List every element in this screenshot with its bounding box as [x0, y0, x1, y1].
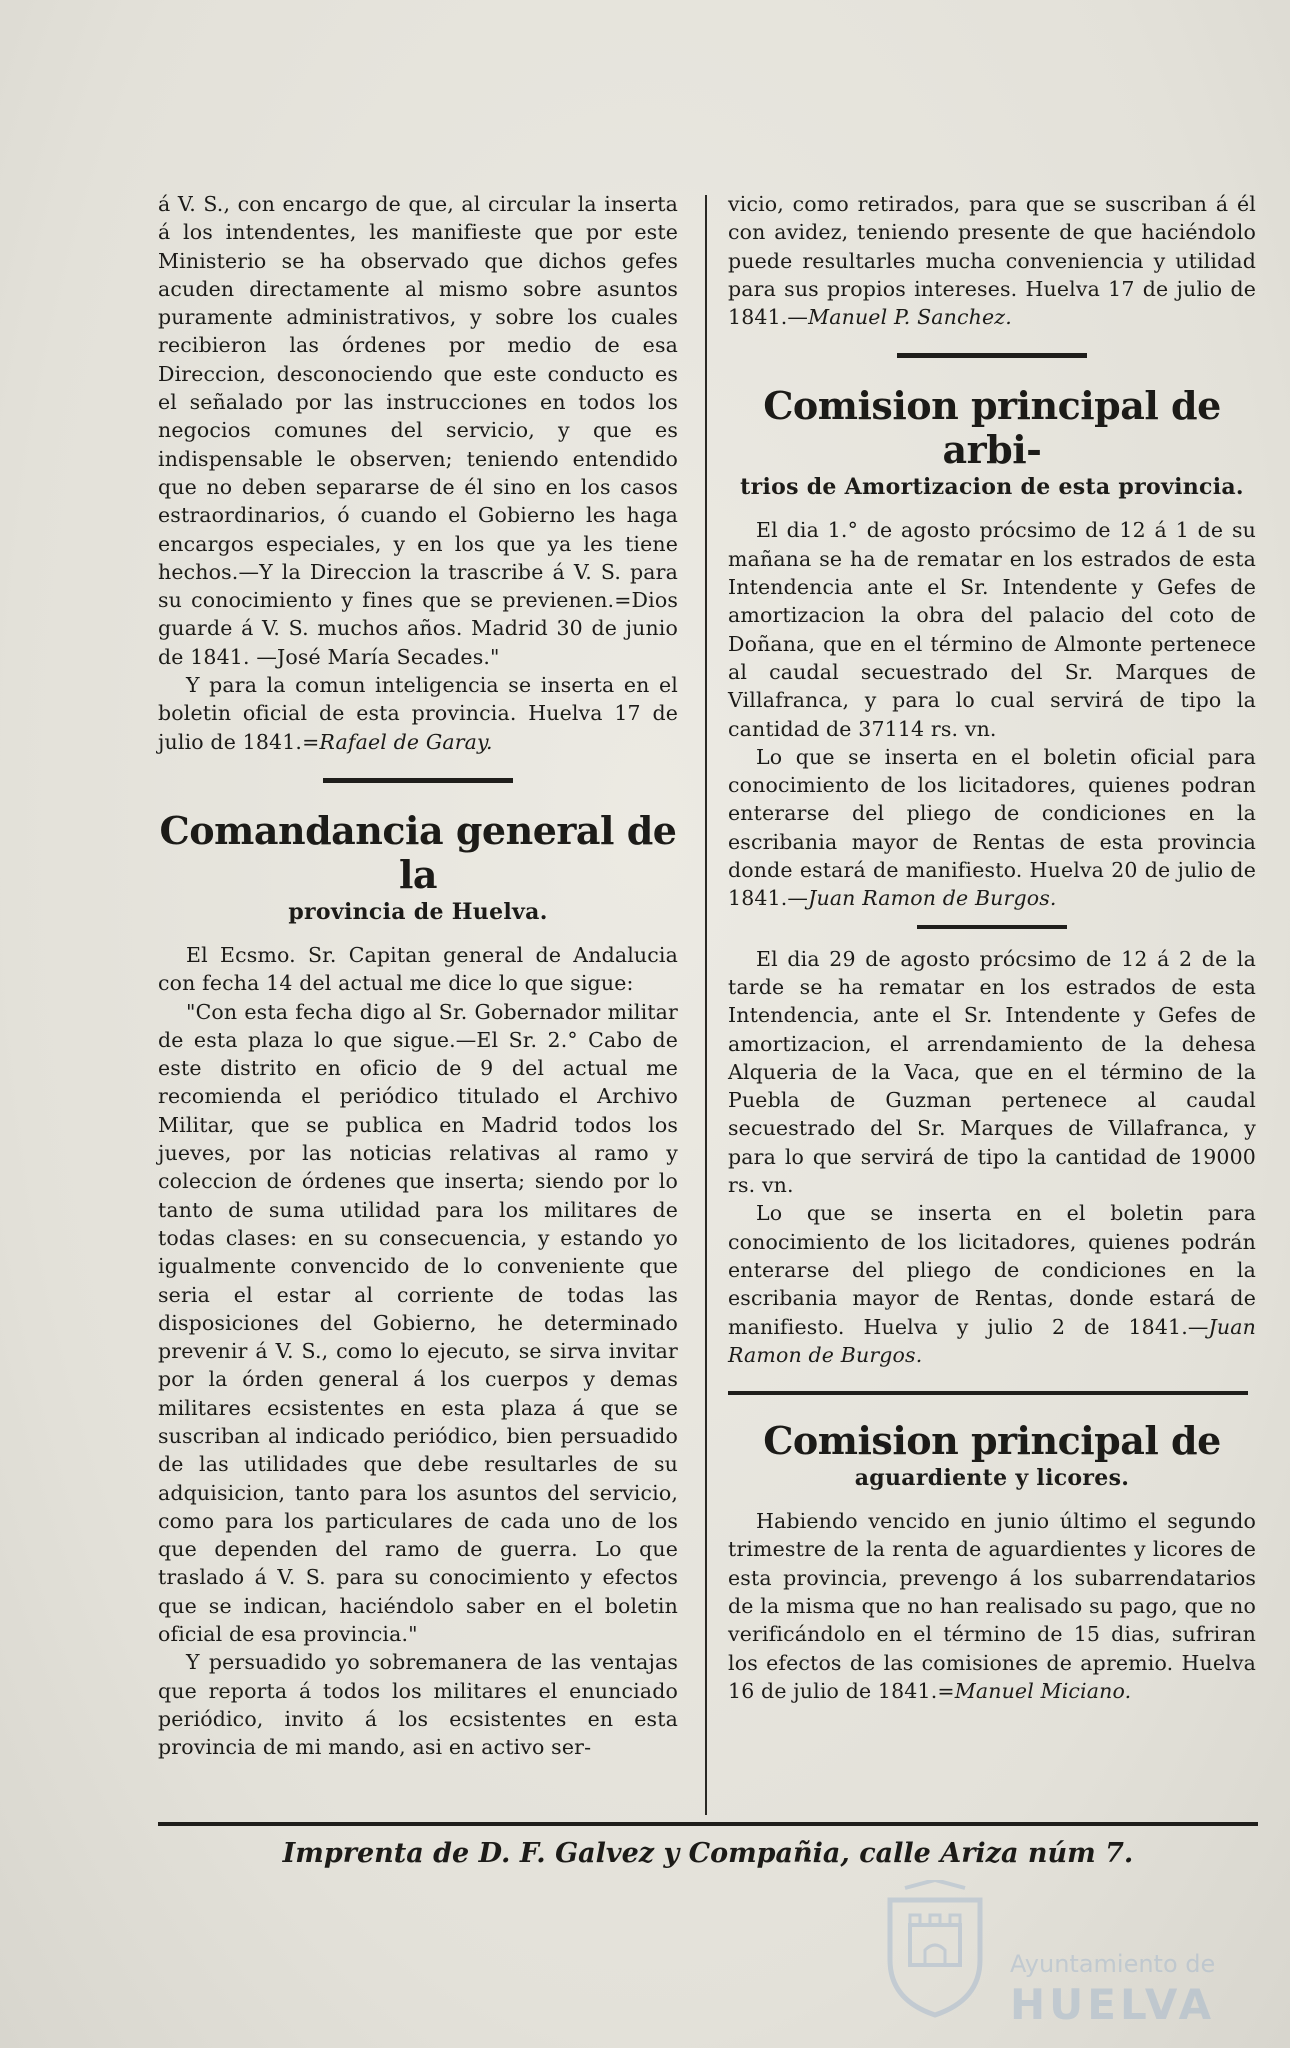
- section-subheading-arbitrios: trios de Amortizacion de esta provincia.: [740, 474, 1244, 501]
- imprint-line: Imprenta de D. F. Galvez y Compañia, calle Ariza núm 7.: [282, 1838, 1134, 1869]
- section-divider-full: [728, 1391, 1248, 1395]
- watermark: [880, 1880, 1260, 2030]
- right-paragraph-6-signature: Manuel Miciano.: [954, 1678, 1132, 1703]
- right-paragraph-1-text: vicio, como retirados, para que se suscriban á él con avidez, teniendo presente de que haciéndolo puede resultarles mucha conveniencia y utilidad para sus propios intereses. Huelva 17 de julio de 1841.—: [728, 192, 1256, 330]
- city-shield-icon: [880, 1880, 990, 2020]
- watermark-line-2: HUELVA: [1010, 1980, 1216, 2029]
- right-paragraph-5: [728, 1199, 1256, 1369]
- section-subheading-comandancia: provincia de Huelva.: [288, 898, 548, 925]
- right-paragraph-3-text: Lo que se inserta en el boletin oficial para conocimiento de los licitadores, quienes podran enterarse del pliego de condiciones en la escribania mayor de Rentas de esta provincia donde estará de manifiesto. Huelva 20 de julio de 1841.—: [728, 744, 1256, 911]
- footer-rule: [158, 1822, 1258, 1826]
- section-divider: [323, 778, 513, 783]
- left-column: [158, 190, 678, 1762]
- section-subheading-aguardiente: aguardiente y licores.: [854, 1465, 1130, 1492]
- right-paragraph-2: El dia 1.° de agosto prócsimo de 12 á 1 de su mañana se ha de rematar en los estrados de esta Intendencia ante el Sr. Intendente y Gefes de amortizacion la obra del palacio del coto de Doñana, que en el término de Almonte pertenece al caudal secuestrado del Sr. Marques de Villafranca, y para lo cual servirá de tipo la cantidad de 37114 rs. vn.: [728, 518, 1256, 741]
- right-paragraph-5-signature: Juan Ramon de Burgos.: [728, 1314, 1256, 1367]
- right-paragraph-1: [728, 190, 1256, 331]
- right-paragraph-1-signature: Manuel P. Sanchez.: [808, 305, 1012, 330]
- section-heading-comandancia: Comandancia general de la: [159, 807, 677, 897]
- right-paragraph-6: [728, 1507, 1256, 1705]
- left-paragraph-5: Y persuadido yo sobremanera de las ventajas que reporta á todos los militares el enunciado periódico, invito á los ecsistentes en esta provincia de mi mando, asi en activo ser-: [158, 1650, 678, 1760]
- left-paragraph-2-text: Y para la comun inteligencia se inserta en el boletin oficial de esta provincia. Huelva 17 de julio de 1841.=: [158, 673, 678, 754]
- left-paragraph-2-signature: Rafael de Garay.: [319, 729, 493, 754]
- right-paragraph-3: [728, 743, 1256, 913]
- section-heading-aguardiente: Comision principal de: [763, 1418, 1221, 1464]
- notice-divider: [917, 925, 1067, 929]
- section-heading-arbitrios: Comision principal de arbi-: [763, 383, 1221, 473]
- watermark-line-1: Ayuntamiento de: [1010, 1950, 1216, 1978]
- section-divider: [897, 353, 1087, 358]
- left-paragraph-1: á V. S., con encargo de que, al circular la inserta á los intendentes, les manifieste que por este Ministerio se ha observado que dichos gefes acuden directamente al mismo sobre asuntos puramente administrativos, y sobre los cuales recibieron las órdenes por medio de esa Direccion, desconociendo que este conducto es el señalado por las instrucciones en todos los negocios comunes del servicio, y que es indispensable le observen; teniendo entendido que no deben separarse de él sino en los casos estraordinarios, ó cuando el Gobierno les haga encargos especiales, y en los que ya les tiene hechos.—Y la Direccion la trascribe á V. S. para su conocimiento y fines que se previenen.=Dios guarde á V. S. muchos años. Madrid 30 de junio de 1841. —José María Secades.": [158, 192, 678, 669]
- column-divider: [705, 195, 707, 1815]
- right-paragraph-6-text: Habiendo vencido en junio último el segundo trimestre de la renta de aguardientes y licores de esta provincia, prevengo á los subarrendatarios de la misma que no han realisado su pago, que no verificándolo en el término de 15 dias, sufriran los efectos de las comisiones de apremio. Huelva 16 de julio de 1841.=: [728, 1509, 1256, 1703]
- right-paragraph-5-text: Lo que se inserta en el boletin para conocimiento de los licitadores, quienes podrán enterarse del pliego de condiciones en la escribania mayor de Rentas, donde estará de manifiesto. Huelva y julio 2 de 1841.—: [728, 1201, 1256, 1339]
- right-paragraph-4: El dia 29 de agosto prócsimo de 12 á 2 de la tarde se ha rematar en los estrados de esta Intendencia, ante el Sr. Intendente y Gefes de amortizacion, el arrendamiento de la dehesa Alqueria de la Vaca, que en el término de la Puebla de Guzman pertenece al caudal secuestrado del Sr. Marques de Villafranca, y para lo que servirá de tipo la cantidad de 19000 rs. vn.: [728, 946, 1256, 1198]
- right-paragraph-3-signature: Juan Ramon de Burgos.: [808, 886, 1057, 911]
- right-column: [728, 190, 1256, 1705]
- left-paragraph-3: El Ecsmo. Sr. Capitan general de Andalucia con fecha 14 del actual me dice lo que sigue:: [158, 942, 678, 996]
- left-paragraph-4: "Con esta fecha digo al Sr. Gobernador militar de esta plaza lo que sigue.—El Sr. 2.° Cabo de este distrito en oficio de 9 del actual me recomienda el periódico titulado el Archivo Militar, que se publica en Madrid todos los jueves, por las noticias relativas al ramo y coleccion de órdenes que inserta; siendo por lo tanto de suma utilidad para los militares de todas clases: en su consecuencia, y estando yo igualmente convencido de lo conveniente que seria el estar al corriente de todas las disposiciones del Gobierno, he determinado prevenir á V. S., como lo ejecuto, se sirva invitar por la órden general á los cuerpos y demas militares ecsistentes en esta plaza á que se suscriban al indicado periódico, bien persuadido de las utilidades que debe resultarles de su adquisicion, tanto para los asuntos del servicio, como para los particulares de cada uno de los que dependen del ramo de guerra. Lo que traslado á V. S. para su conocimiento y efectos que se indican, haciéndolo saber en el boletin oficial de esa provincia.": [158, 999, 678, 1647]
- left-paragraph-2: [158, 671, 678, 756]
